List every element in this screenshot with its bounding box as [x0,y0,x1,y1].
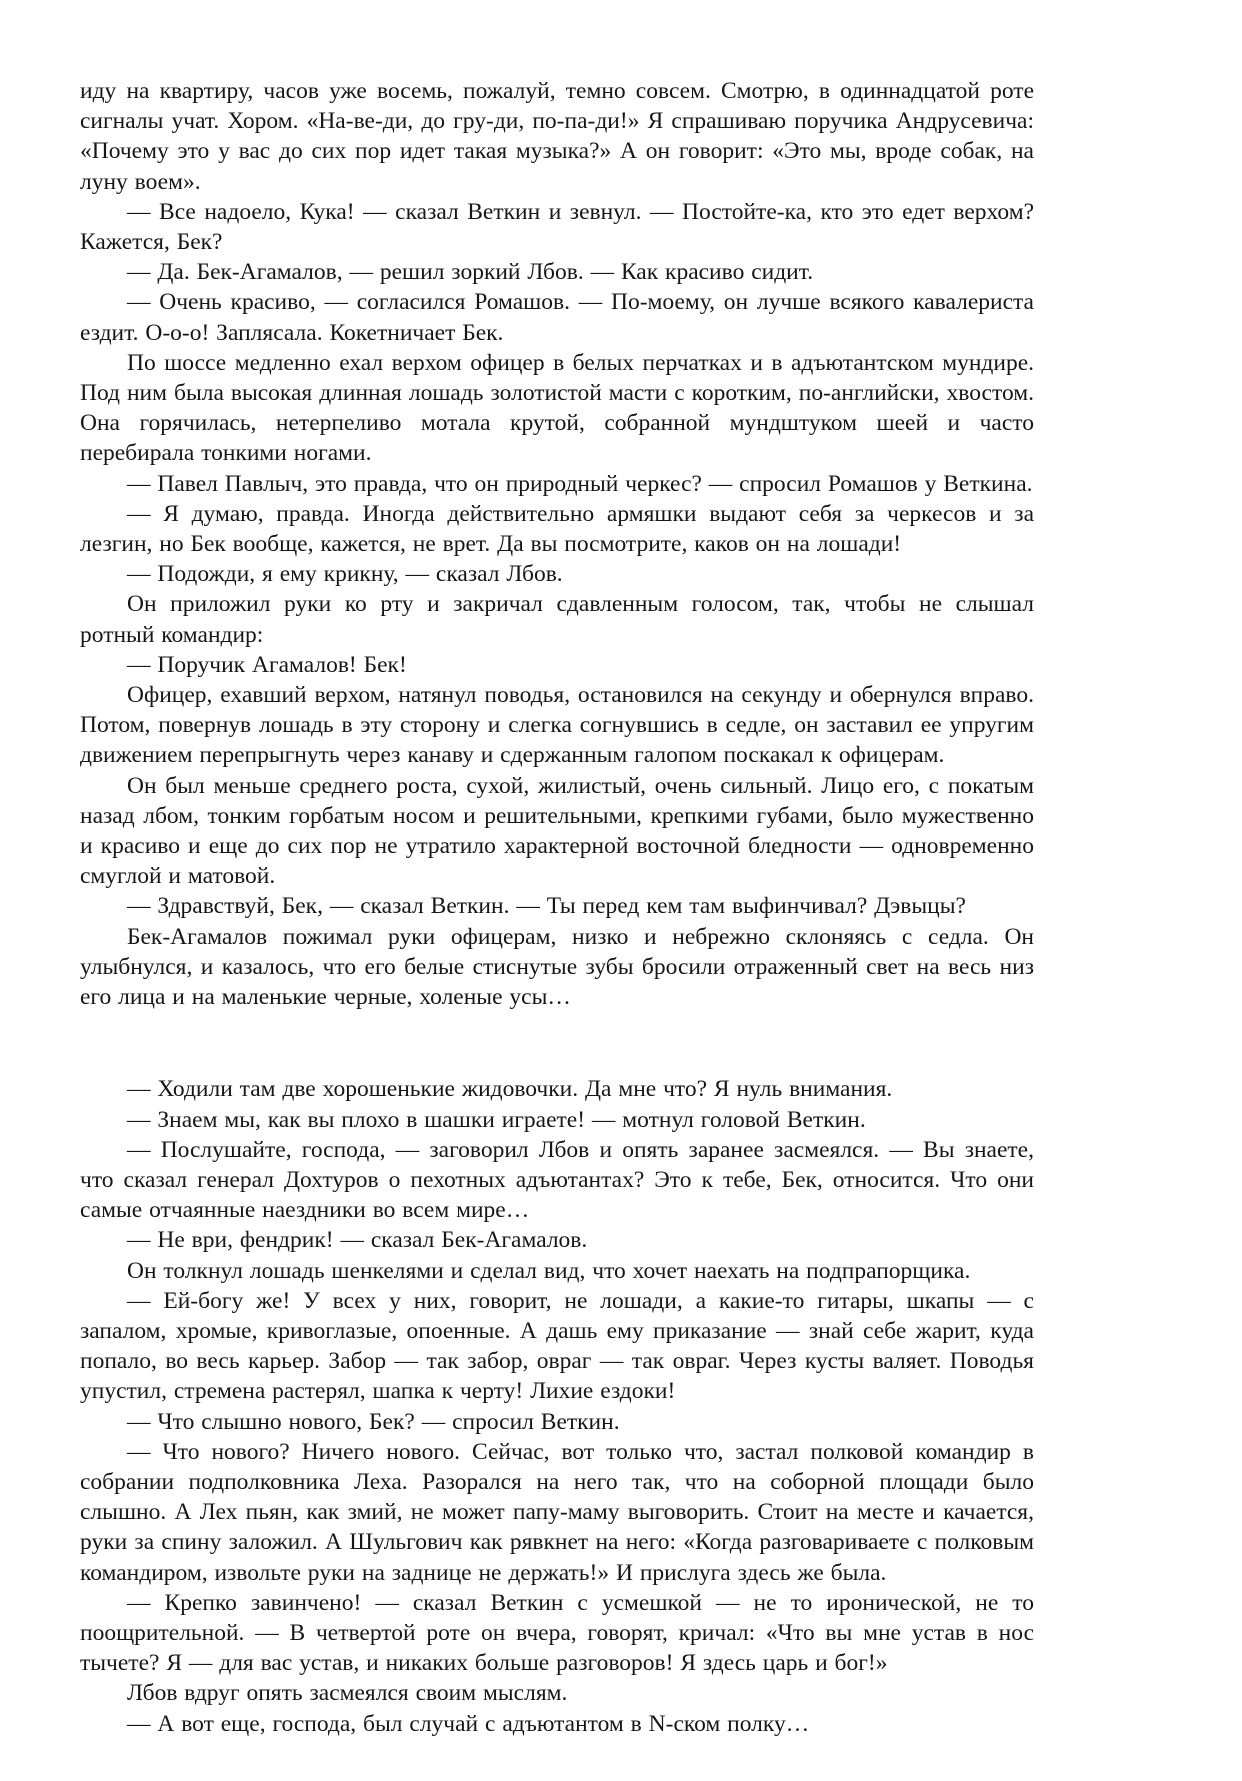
paragraph: Он приложил руки ко рту и закричал сдавленным голосом, так, чтобы не слышал ротный командир: [80,591,1034,648]
paragraph: — Очень красиво, — согласился Ромашов. — По-моему, он лучше всякого кавалериста ездит. О-о-о! Заплясала. Кокетничает Бек. [80,289,1034,346]
paragraph: — Здравствуй, Бек, — сказал Веткин. — Ты перед кем там выфинчивал? Дэвыцы? [127,893,966,920]
paragraph: — Да. Бек-Агамалов, — решил зоркий Лбов. — Как красиво сидит. [127,259,814,286]
paragraph: Бек-Агамалов пожимал руки офицерам, низко и небрежно склоняясь с седла. Он улыбнулся, и казалось, что его белые стиснутые зубы бросили отраженный свет на весь низ его лица и на маленькие черные, холеные усы… [80,923,1034,1011]
page-text-content [80,76,1034,1739]
paragraph: — Ходили там две хорошенькие жидовочки. Да мне что? Я нуль внимания. [127,1076,893,1103]
paragraph: — Все надоело, Кука! — сказал Веткин и зевнул. — Постойте-ка, кто это едет верхом? Кажется, Бек? [80,198,1034,256]
paragraph: Офицер, ехавший верхом, натянул поводья, остановился на секунду и обернулся вправо. Потом, повернув лошадь в эту сторону и слегка согнувшись в седле, он заставил ее упругим движением перепрыгнуть через канаву и сдержанным галопом поскакал к офицерам. [80,682,1034,769]
paragraph: — Ей-богу же! У всех у них, говорит, не лошади, а какие-то гитары, шкапы — с запалом, хромые, кривоглазые, опоенные. А дашь ему приказание — знай себе жарит, куда попало, во весь карьер. Забор — так забор, овраг — так овраг. Через кусты валяет. Поводья упустил, стремена растерял, шапка к черту! Лихие ездоки! [80,1287,1034,1405]
text-section-1 [80,76,1034,1012]
paragraph: — Поручик Агамалов! Бек! [127,651,407,678]
paragraph: — Что слышно нового, Бек? — спросил Веткин. [127,1408,620,1435]
paragraph: — Послушайте, господа, — заговорил Лбов и опять заранее засмеялся. — Вы знаете, что сказал генерал Дохтуров о пехотных адъютантах? Это к тебе, Бек, относится. Что они самые отчаянные наездники во всем мире… [80,1136,1034,1224]
paragraph: Он был меньше среднего роста, сухой, жилистый, очень сильный. Лицо его, с покатым назад лбом, тонким горбатым носом и решительными, крепкими губами, было мужественно и красиво и еще до сих пор не утратило характерной восточной бледности — одновременно смуглой и матовой. [80,772,1034,890]
paragraph: — Не ври, фендрик! — сказал Бек-Агамалов. [127,1227,588,1254]
paragraph: — Павел Павлыч, это правда, что он природный черкес? — спросил Ромашов у Веткина. [127,470,1033,497]
text-section-2 [80,1074,1034,1738]
paragraph: — Крепко завинчено! — сказал Веткин с усмешкой — не то иронической, не то поощрительной. — В четвертой роте он вчера, говорят, кричал: «Что вы мне устав в нос тычете? Я — для вас устав, и никаких больше разговоров! Я здесь царь и бог!» [80,1589,1034,1677]
paragraph: По шоссе медленно ехал верхом офицер в белых перчатках и в адъютантском мундире. Под ним была высокая длинная лошадь золотистой масти с коротким, по-английски, хвостом. Она горячилась, нетерпеливо мотала крутой, собранной мундштуком шеей и часто перебирала тонкими ногами. [80,349,1034,467]
paragraph: Лбов вдруг опять засмеялся своим мыслям. [127,1680,568,1707]
paragraph: — А вот еще, господа, был случай с адъютантом в N-ском полку… [127,1710,810,1737]
paragraph: — Я думаю, правда. Иногда действительно армяшки выдают себя за черкесов и за лезгин, но Бек вообще, кажется, не врет. Да вы посмотрите, каков он на лошади! [80,500,1034,558]
paragraph: — Знаем мы, как вы плохо в шашки играете! — мотнул головой Веткин. [127,1106,866,1133]
paragraph: — Что нового? Ничего нового. Сейчас, вот только что, застал полковой командир в собрании подполковника Леха. Разорался на него так, что на соборной площади было слышно. А Лех пьян, как змий, не может папу-маму выговорить. Стоит на месте и качается, руки за спину заложил. А Шульгович как рявкнет на него: «Когда разговариваете с полковым командиром, извольте руки на заднице не держать!» И прислуга здесь же была. [80,1438,1034,1586]
paragraph: Он толкнул лошадь шенкелями и сделал вид, что хочет наехать на подпрапорщика. [127,1257,971,1284]
paragraph: иду на квартиру, часов уже восемь, пожалуй, темно совсем. Смотрю, в одиннадцатой роте сигналы учат. Хором. «На-ве-ди, до гру-ди, по-па-ди!» Я спрашиваю поручика Андрусевича: «Почему это у вас до сих пор идет такая музыка?» А он говорит: «Это мы, вроде собак, на луну воем». [80,78,1034,195]
paragraph: — Подожди, я ему крикну, — сказал Лбов. [127,561,563,588]
